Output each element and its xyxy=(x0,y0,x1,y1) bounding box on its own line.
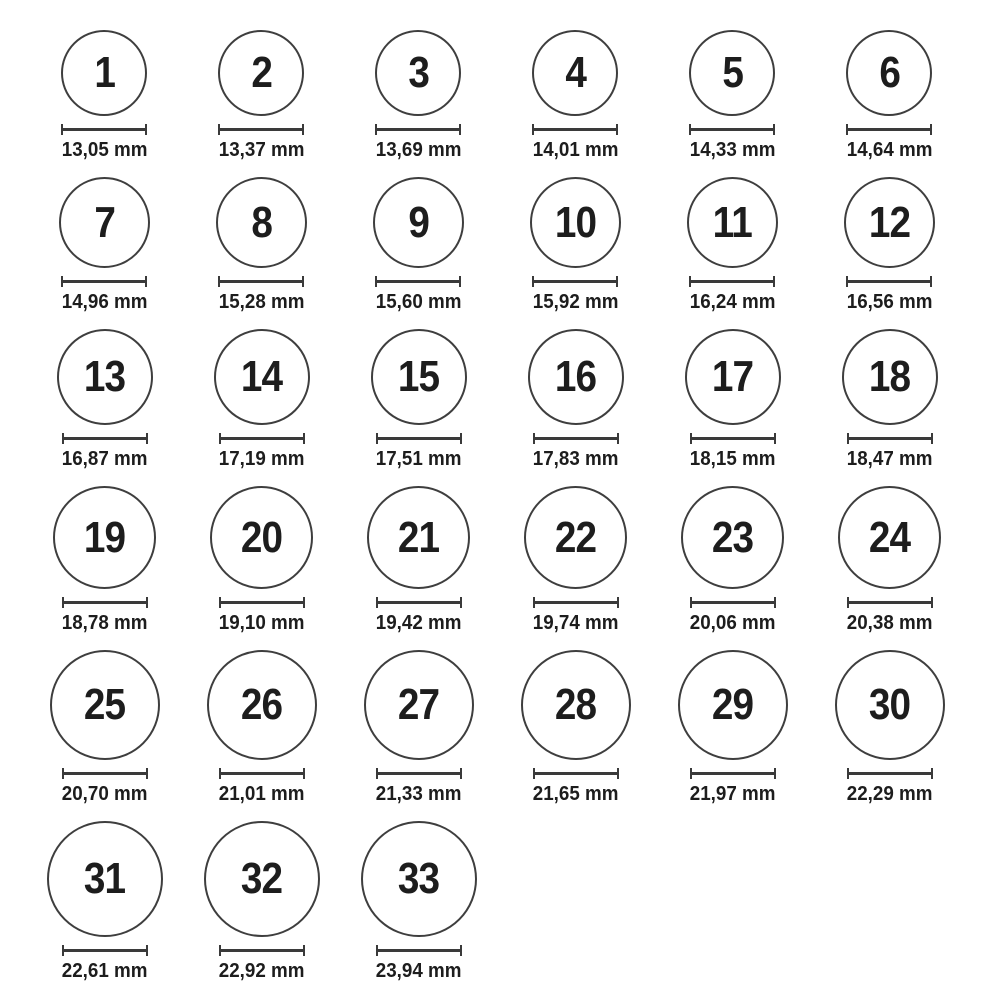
diameter-dimension-line xyxy=(532,276,618,287)
ring-size-item xyxy=(681,486,784,634)
ring-circle xyxy=(47,821,163,937)
ring-circle xyxy=(678,650,788,760)
diameter-dimension-line xyxy=(532,124,618,135)
ring-size-number: 12 xyxy=(868,197,911,247)
ring-size-number: 21 xyxy=(397,512,440,562)
diameter-dimension-line xyxy=(376,597,462,608)
diameter-label: 21,33 mm xyxy=(375,783,462,805)
ring-size-number: 19 xyxy=(83,512,126,562)
diameter-label: 22,61 mm xyxy=(61,960,148,982)
ring-size-item xyxy=(838,486,941,634)
ring-size-number: 18 xyxy=(868,352,911,401)
ring-size-item xyxy=(524,486,627,634)
ring-size-item xyxy=(373,177,464,313)
ring-circle xyxy=(367,486,470,589)
diameter-dimension-line xyxy=(376,768,462,779)
ring-size-item xyxy=(844,30,935,161)
diameter-dimension-line xyxy=(218,276,304,287)
ring-circle xyxy=(373,177,464,268)
ring-size-row xyxy=(26,177,968,313)
ring-size-row xyxy=(26,650,968,805)
ring-circle xyxy=(214,329,310,425)
ring-size-number: 3 xyxy=(408,48,429,97)
ring-size-item xyxy=(216,30,307,161)
ring-circle xyxy=(685,329,781,425)
ring-size-item xyxy=(47,821,163,982)
ring-circle xyxy=(846,30,932,116)
diameter-label: 15,28 mm xyxy=(218,291,305,313)
ring-size-number: 13 xyxy=(83,352,126,401)
ring-size-item xyxy=(204,821,320,982)
ring-circle xyxy=(53,486,156,589)
ring-size-number: 14 xyxy=(240,352,283,401)
ring-size-item xyxy=(216,177,307,313)
diameter-dimension-line xyxy=(846,124,932,135)
diameter-label: 17,83 mm xyxy=(532,448,619,470)
diameter-label: 14,01 mm xyxy=(532,139,619,161)
diameter-label: 23,94 mm xyxy=(375,960,462,982)
diameter-dimension-line xyxy=(219,945,305,956)
diameter-label: 14,33 mm xyxy=(689,139,776,161)
ring-size-item xyxy=(528,329,624,470)
diameter-dimension-line xyxy=(847,768,933,779)
diameter-dimension-line xyxy=(376,433,462,444)
ring-circle xyxy=(842,329,938,425)
ring-size-number: 7 xyxy=(94,197,115,247)
ring-circle xyxy=(218,30,304,116)
diameter-label: 18,15 mm xyxy=(689,448,776,470)
diameter-dimension-line xyxy=(690,433,776,444)
ring-size-number: 29 xyxy=(711,680,754,729)
ring-size-item xyxy=(844,177,935,313)
diameter-label: 20,06 mm xyxy=(689,612,776,634)
ring-size-number: 1 xyxy=(94,48,115,97)
diameter-dimension-line xyxy=(533,433,619,444)
ring-circle xyxy=(844,177,935,268)
ring-size-chart xyxy=(26,30,968,982)
diameter-dimension-line xyxy=(533,597,619,608)
diameter-label: 18,78 mm xyxy=(61,612,148,634)
ring-size-item xyxy=(214,329,310,470)
ring-size-item xyxy=(678,650,788,805)
ring-size-item xyxy=(687,177,778,313)
diameter-dimension-line xyxy=(847,433,933,444)
diameter-label: 14,96 mm xyxy=(61,291,148,313)
diameter-label: 13,05 mm xyxy=(61,139,148,161)
diameter-dimension-line xyxy=(219,768,305,779)
ring-circle xyxy=(216,177,307,268)
diameter-label: 15,92 mm xyxy=(532,291,619,313)
ring-size-number: 31 xyxy=(83,854,126,903)
ring-size-number: 16 xyxy=(554,352,597,401)
diameter-dimension-line xyxy=(61,276,147,287)
diameter-label: 18,47 mm xyxy=(846,448,933,470)
ring-size-item xyxy=(371,329,467,470)
ring-circle xyxy=(524,486,627,589)
diameter-dimension-line xyxy=(690,597,776,608)
ring-size-number: 9 xyxy=(408,197,429,247)
ring-size-number: 23 xyxy=(711,512,754,562)
ring-size-number: 22 xyxy=(554,512,597,562)
ring-size-item xyxy=(842,329,938,470)
ring-size-item xyxy=(361,821,477,982)
diameter-dimension-line xyxy=(62,768,148,779)
ring-size-number: 17 xyxy=(711,352,754,401)
diameter-label: 15,60 mm xyxy=(375,291,462,313)
ring-circle xyxy=(681,486,784,589)
diameter-label: 21,01 mm xyxy=(218,783,305,805)
ring-circle xyxy=(204,821,320,937)
ring-size-item xyxy=(835,650,945,805)
ring-size-number: 11 xyxy=(712,197,753,247)
ring-size-item xyxy=(207,650,317,805)
ring-size-number: 32 xyxy=(240,854,283,903)
ring-size-number: 2 xyxy=(251,48,272,97)
ring-size-item xyxy=(59,30,150,161)
ring-circle xyxy=(530,177,621,268)
ring-circle xyxy=(50,650,160,760)
diameter-label: 22,29 mm xyxy=(846,783,933,805)
diameter-label: 19,10 mm xyxy=(218,612,305,634)
ring-size-item xyxy=(687,30,778,161)
diameter-dimension-line xyxy=(218,124,304,135)
ring-size-number: 33 xyxy=(397,854,440,903)
ring-size-number: 27 xyxy=(397,680,440,729)
ring-size-item xyxy=(59,177,150,313)
ring-size-number: 30 xyxy=(868,680,911,729)
ring-size-number: 4 xyxy=(565,48,586,97)
ring-size-number: 25 xyxy=(83,680,126,729)
diameter-dimension-line xyxy=(219,597,305,608)
ring-size-number: 20 xyxy=(240,512,283,562)
ring-size-item xyxy=(364,650,474,805)
ring-size-item xyxy=(530,177,621,313)
ring-size-number: 8 xyxy=(251,197,272,247)
diameter-dimension-line xyxy=(690,768,776,779)
diameter-label: 20,70 mm xyxy=(61,783,148,805)
diameter-dimension-line xyxy=(847,597,933,608)
ring-size-number: 10 xyxy=(554,197,597,247)
ring-circle xyxy=(61,30,147,116)
diameter-label: 17,19 mm xyxy=(218,448,305,470)
ring-circle xyxy=(528,329,624,425)
ring-size-number: 28 xyxy=(554,680,597,729)
diameter-label: 19,42 mm xyxy=(375,612,462,634)
diameter-dimension-line xyxy=(689,124,775,135)
ring-circle xyxy=(521,650,631,760)
diameter-label: 21,97 mm xyxy=(689,783,776,805)
ring-size-number: 15 xyxy=(397,352,440,401)
ring-size-item xyxy=(521,650,631,805)
ring-circle xyxy=(207,650,317,760)
diameter-dimension-line xyxy=(62,433,148,444)
ring-size-row xyxy=(26,486,968,634)
ring-size-item xyxy=(373,30,464,161)
ring-size-number: 24 xyxy=(868,512,911,562)
ring-size-row xyxy=(26,329,968,470)
diameter-dimension-line xyxy=(375,124,461,135)
diameter-label: 19,74 mm xyxy=(532,612,619,634)
ring-circle xyxy=(835,650,945,760)
diameter-dimension-line xyxy=(62,945,148,956)
ring-circle xyxy=(57,329,153,425)
ring-circle xyxy=(838,486,941,589)
diameter-dimension-line xyxy=(62,597,148,608)
ring-size-item xyxy=(530,30,621,161)
ring-size-item xyxy=(57,329,153,470)
diameter-label: 16,87 mm xyxy=(61,448,148,470)
ring-circle xyxy=(210,486,313,589)
ring-circle xyxy=(371,329,467,425)
ring-circle xyxy=(375,30,461,116)
diameter-label: 22,92 mm xyxy=(218,960,305,982)
ring-size-item xyxy=(210,486,313,634)
diameter-dimension-line xyxy=(846,276,932,287)
ring-circle xyxy=(687,177,778,268)
diameter-label: 14,64 mm xyxy=(846,139,933,161)
diameter-dimension-line xyxy=(375,276,461,287)
diameter-label: 20,38 mm xyxy=(846,612,933,634)
ring-size-number: 6 xyxy=(879,48,900,97)
ring-size-item xyxy=(53,486,156,634)
diameter-label: 13,69 mm xyxy=(375,139,462,161)
diameter-dimension-line xyxy=(376,945,462,956)
ring-size-item xyxy=(685,329,781,470)
diameter-label: 17,51 mm xyxy=(375,448,462,470)
ring-size-row xyxy=(26,821,968,982)
diameter-label: 13,37 mm xyxy=(218,139,305,161)
ring-size-row xyxy=(26,30,968,161)
diameter-label: 16,24 mm xyxy=(689,291,776,313)
diameter-dimension-line xyxy=(533,768,619,779)
ring-circle xyxy=(364,650,474,760)
ring-circle xyxy=(689,30,775,116)
ring-circle xyxy=(59,177,150,268)
ring-size-item xyxy=(367,486,470,634)
ring-circle xyxy=(532,30,618,116)
ring-size-item xyxy=(50,650,160,805)
diameter-dimension-line xyxy=(61,124,147,135)
diameter-label: 21,65 mm xyxy=(532,783,619,805)
diameter-label: 16,56 mm xyxy=(846,291,933,313)
ring-size-number: 26 xyxy=(240,680,283,729)
ring-size-number: 5 xyxy=(722,48,743,97)
diameter-dimension-line xyxy=(689,276,775,287)
ring-circle xyxy=(361,821,477,937)
diameter-dimension-line xyxy=(219,433,305,444)
